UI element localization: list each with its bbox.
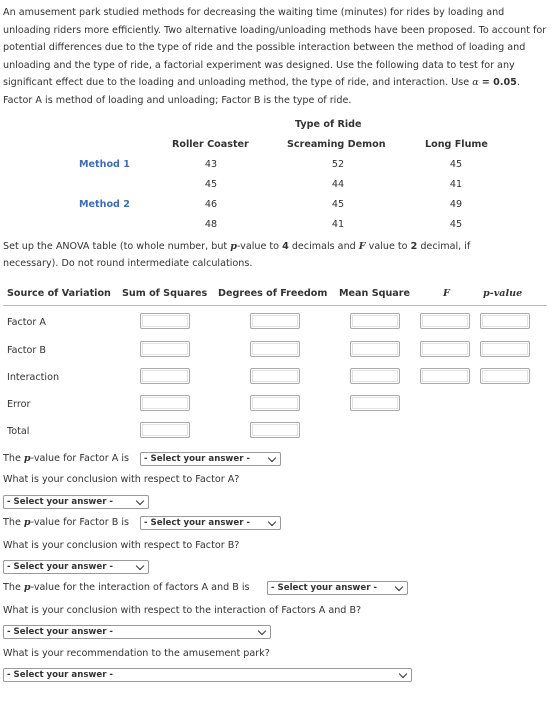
- select-label: - Select your answer -: [144, 454, 250, 464]
- row-label-factor-a: Factor A: [7, 317, 46, 328]
- select-label: - Select your answer -: [7, 497, 113, 507]
- chevron-down-icon: [399, 670, 407, 678]
- data-cell: 41: [449, 179, 463, 190]
- q-text: -value for Factor A is: [30, 453, 130, 464]
- select-recommendation[interactable]: [3, 668, 412, 682]
- interaction-ss-input[interactable]: [140, 368, 190, 384]
- select-conclusion-factor-a[interactable]: [3, 495, 149, 509]
- method-1-label: Method 1: [79, 159, 130, 170]
- header-p-value: p-value: [483, 288, 523, 299]
- instr-two: 2: [410, 241, 418, 252]
- instr-F: F: [358, 241, 366, 252]
- q-p: p: [23, 517, 31, 528]
- alpha-value: = 0.05: [481, 77, 517, 89]
- chevron-down-icon: [268, 518, 276, 526]
- header-f: F: [443, 288, 450, 299]
- chevron-down-icon: [136, 497, 144, 505]
- chevron-down-icon: [136, 562, 144, 570]
- problem-intro: [3, 4, 551, 110]
- row-label-total: Total: [7, 426, 30, 437]
- factor-a-ss-input[interactable]: [140, 313, 190, 329]
- question-conclusion-interaction: What is your conclusion with respect to the interaction of Factors A and B?: [3, 605, 362, 616]
- factor-b-ms-input[interactable]: [350, 341, 400, 357]
- chevron-down-icon: [258, 627, 266, 635]
- col-roller-coaster: Roller Coaster: [172, 139, 249, 150]
- select-p-interaction[interactable]: [267, 581, 408, 595]
- header-mean-square: Mean Square: [339, 288, 411, 299]
- interaction-df-input[interactable]: [250, 368, 300, 384]
- instr-text: decimal, if: [417, 241, 471, 252]
- data-cell: 49: [449, 199, 463, 210]
- error-ms-input[interactable]: [350, 395, 400, 411]
- select-label: - Select your answer -: [144, 518, 250, 528]
- question-p-interaction: [3, 582, 250, 593]
- header-source: Source of Variation: [7, 288, 111, 299]
- data-cell: 44: [331, 179, 345, 190]
- row-label-factor-b: Factor B: [7, 345, 46, 356]
- data-cell: 43: [204, 159, 218, 170]
- question-p-factor-b: [3, 517, 129, 528]
- question-recommendation: What is your recommendation to the amusement park?: [3, 648, 270, 659]
- header-degrees-of-freedom: Degrees of Freedom: [218, 288, 328, 299]
- select-p-factor-b[interactable]: [140, 516, 281, 530]
- method-2-label: Method 2: [79, 199, 130, 210]
- factor-a-df-input[interactable]: [250, 313, 300, 329]
- instr-four: 4: [282, 241, 289, 252]
- data-cell: 45: [449, 219, 463, 230]
- data-cell: 46: [204, 199, 218, 210]
- factor-a-p-input[interactable]: [480, 313, 530, 329]
- alpha-symbol: α: [472, 77, 479, 89]
- chevron-down-icon: [268, 454, 276, 462]
- q-text: The: [3, 582, 24, 593]
- factor-b-f-input[interactable]: [420, 341, 470, 357]
- select-label: - Select your answer -: [7, 627, 113, 637]
- select-label: - Select your answer -: [7, 670, 113, 680]
- row-label-interaction: Interaction: [7, 372, 60, 383]
- data-cell: 45: [204, 179, 218, 190]
- error-ss-input[interactable]: [140, 395, 190, 411]
- type-of-ride-header: Type of Ride: [295, 119, 362, 130]
- q-text: The: [3, 453, 24, 464]
- factor-a-f-input[interactable]: [420, 313, 470, 329]
- instr-text: necessary). Do not round intermediate calculations.: [3, 258, 253, 269]
- interaction-p-input[interactable]: [480, 368, 530, 384]
- factor-a-ms-input[interactable]: [350, 313, 400, 329]
- instr-text: Set up the ANOVA table (to whole number, but: [3, 241, 231, 252]
- data-cell: 52: [331, 159, 345, 170]
- select-label: - Select your answer -: [271, 583, 377, 593]
- select-p-factor-a[interactable]: [140, 452, 281, 466]
- q-text: -value for the interaction of factors A and B is: [30, 582, 250, 593]
- question-conclusion-factor-a: What is your conclusion with respect to Factor A?: [3, 474, 240, 485]
- anova-instructions: [3, 238, 551, 272]
- instr-text: value to: [365, 241, 411, 252]
- data-cell: 48: [204, 219, 218, 230]
- q-p: p: [23, 453, 31, 464]
- col-long-flume: Long Flume: [425, 139, 488, 150]
- factor-b-df-input[interactable]: [250, 341, 300, 357]
- question-p-factor-a: [3, 453, 129, 464]
- row-label-error: Error: [7, 399, 31, 410]
- instr-p: p: [230, 241, 237, 252]
- instr-text: decimals and: [288, 241, 359, 252]
- q-text: -value for Factor B is: [30, 517, 130, 528]
- header-sum-of-squares: Sum of Squares: [122, 288, 208, 299]
- select-conclusion-factor-b[interactable]: [3, 560, 149, 574]
- col-screaming-demon: Screaming Demon: [287, 139, 386, 150]
- data-cell: 45: [331, 199, 345, 210]
- error-df-input[interactable]: [250, 395, 300, 411]
- factor-b-p-input[interactable]: [480, 341, 530, 357]
- data-cell: 45: [449, 159, 463, 170]
- interaction-ms-input[interactable]: [350, 368, 400, 384]
- select-conclusion-interaction[interactable]: [3, 625, 271, 639]
- select-label: - Select your answer -: [7, 562, 113, 572]
- chevron-down-icon: [395, 583, 403, 591]
- factor-b-ss-input[interactable]: [140, 341, 190, 357]
- data-cell: 41: [331, 219, 345, 230]
- instr-text: -value to: [236, 241, 283, 252]
- factor-description: . Factor A is method of loading and unloading; Factor B is the type of ride.: [3, 77, 520, 106]
- total-df-input[interactable]: [250, 422, 300, 438]
- intro-text: An amusement park studied methods for decreasing the waiting time (minutes) for rides by loading and unloading riders more efficiently. Two alternative loading/unloading methods have been proposed. To account for potential differences due to the type of ride and the possible interaction between the method of loading and unloading and the type of ride, a factorial experiment was designed. Use the following data to test for any significant effect due to the loading and unloading method, the type of ride, and interaction. Use: [3, 7, 547, 89]
- question-conclusion-factor-b: What is your conclusion with respect to Factor B?: [3, 540, 240, 551]
- header-divider: [3, 305, 547, 306]
- q-p: p: [23, 582, 31, 593]
- interaction-f-input[interactable]: [420, 368, 470, 384]
- q-text: The: [3, 517, 24, 528]
- total-ss-input[interactable]: [140, 422, 190, 438]
